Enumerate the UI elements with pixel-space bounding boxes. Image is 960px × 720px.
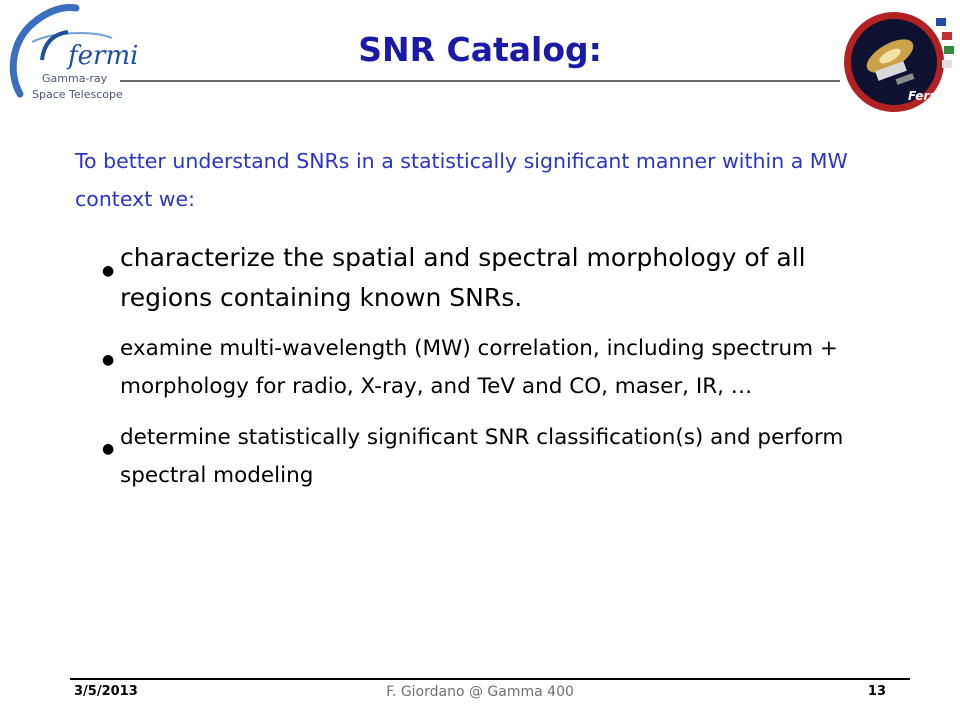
footer-date: 3/5/2013 [74,684,138,699]
bullet-dot-icon: ● [102,352,115,368]
bullet-dot-icon: ● [102,441,115,457]
bullet-item [100,238,900,318]
patch-label: Fermi [908,89,946,103]
page-number: 13 [867,684,886,699]
title-divider [120,80,840,82]
footer-author: F. Giordano @ Gamma 400 [386,684,574,700]
intro-text: To better understand SNRs in a statistically significant manner within a MW context we: [75,149,848,211]
logo-line2: Space Telescope [32,88,123,101]
mission-patch [838,4,956,120]
bullet-dot-icon: ● [102,263,115,279]
bullet-text: examine multi-wavelength (MW) correlation, including spectrum + morphology for radio, X-ray, and TeV and CO, maser, IR, … [120,336,838,399]
logo-line1: Gamma-ray [42,72,108,85]
bullet-item [100,419,900,495]
slide-title: SNR Catalog: [358,30,602,69]
bullet-text: determine statistically significant SNR classification(s) and perform spectral modeling [120,425,844,488]
bullet-list [100,238,900,508]
bullet-item [100,330,900,406]
logo-brand-text: fermi [68,41,139,71]
footer-divider [70,678,910,680]
bullet-text: characterize the spatial and spectral morphology of all regions containing known SNRs. [120,243,806,312]
